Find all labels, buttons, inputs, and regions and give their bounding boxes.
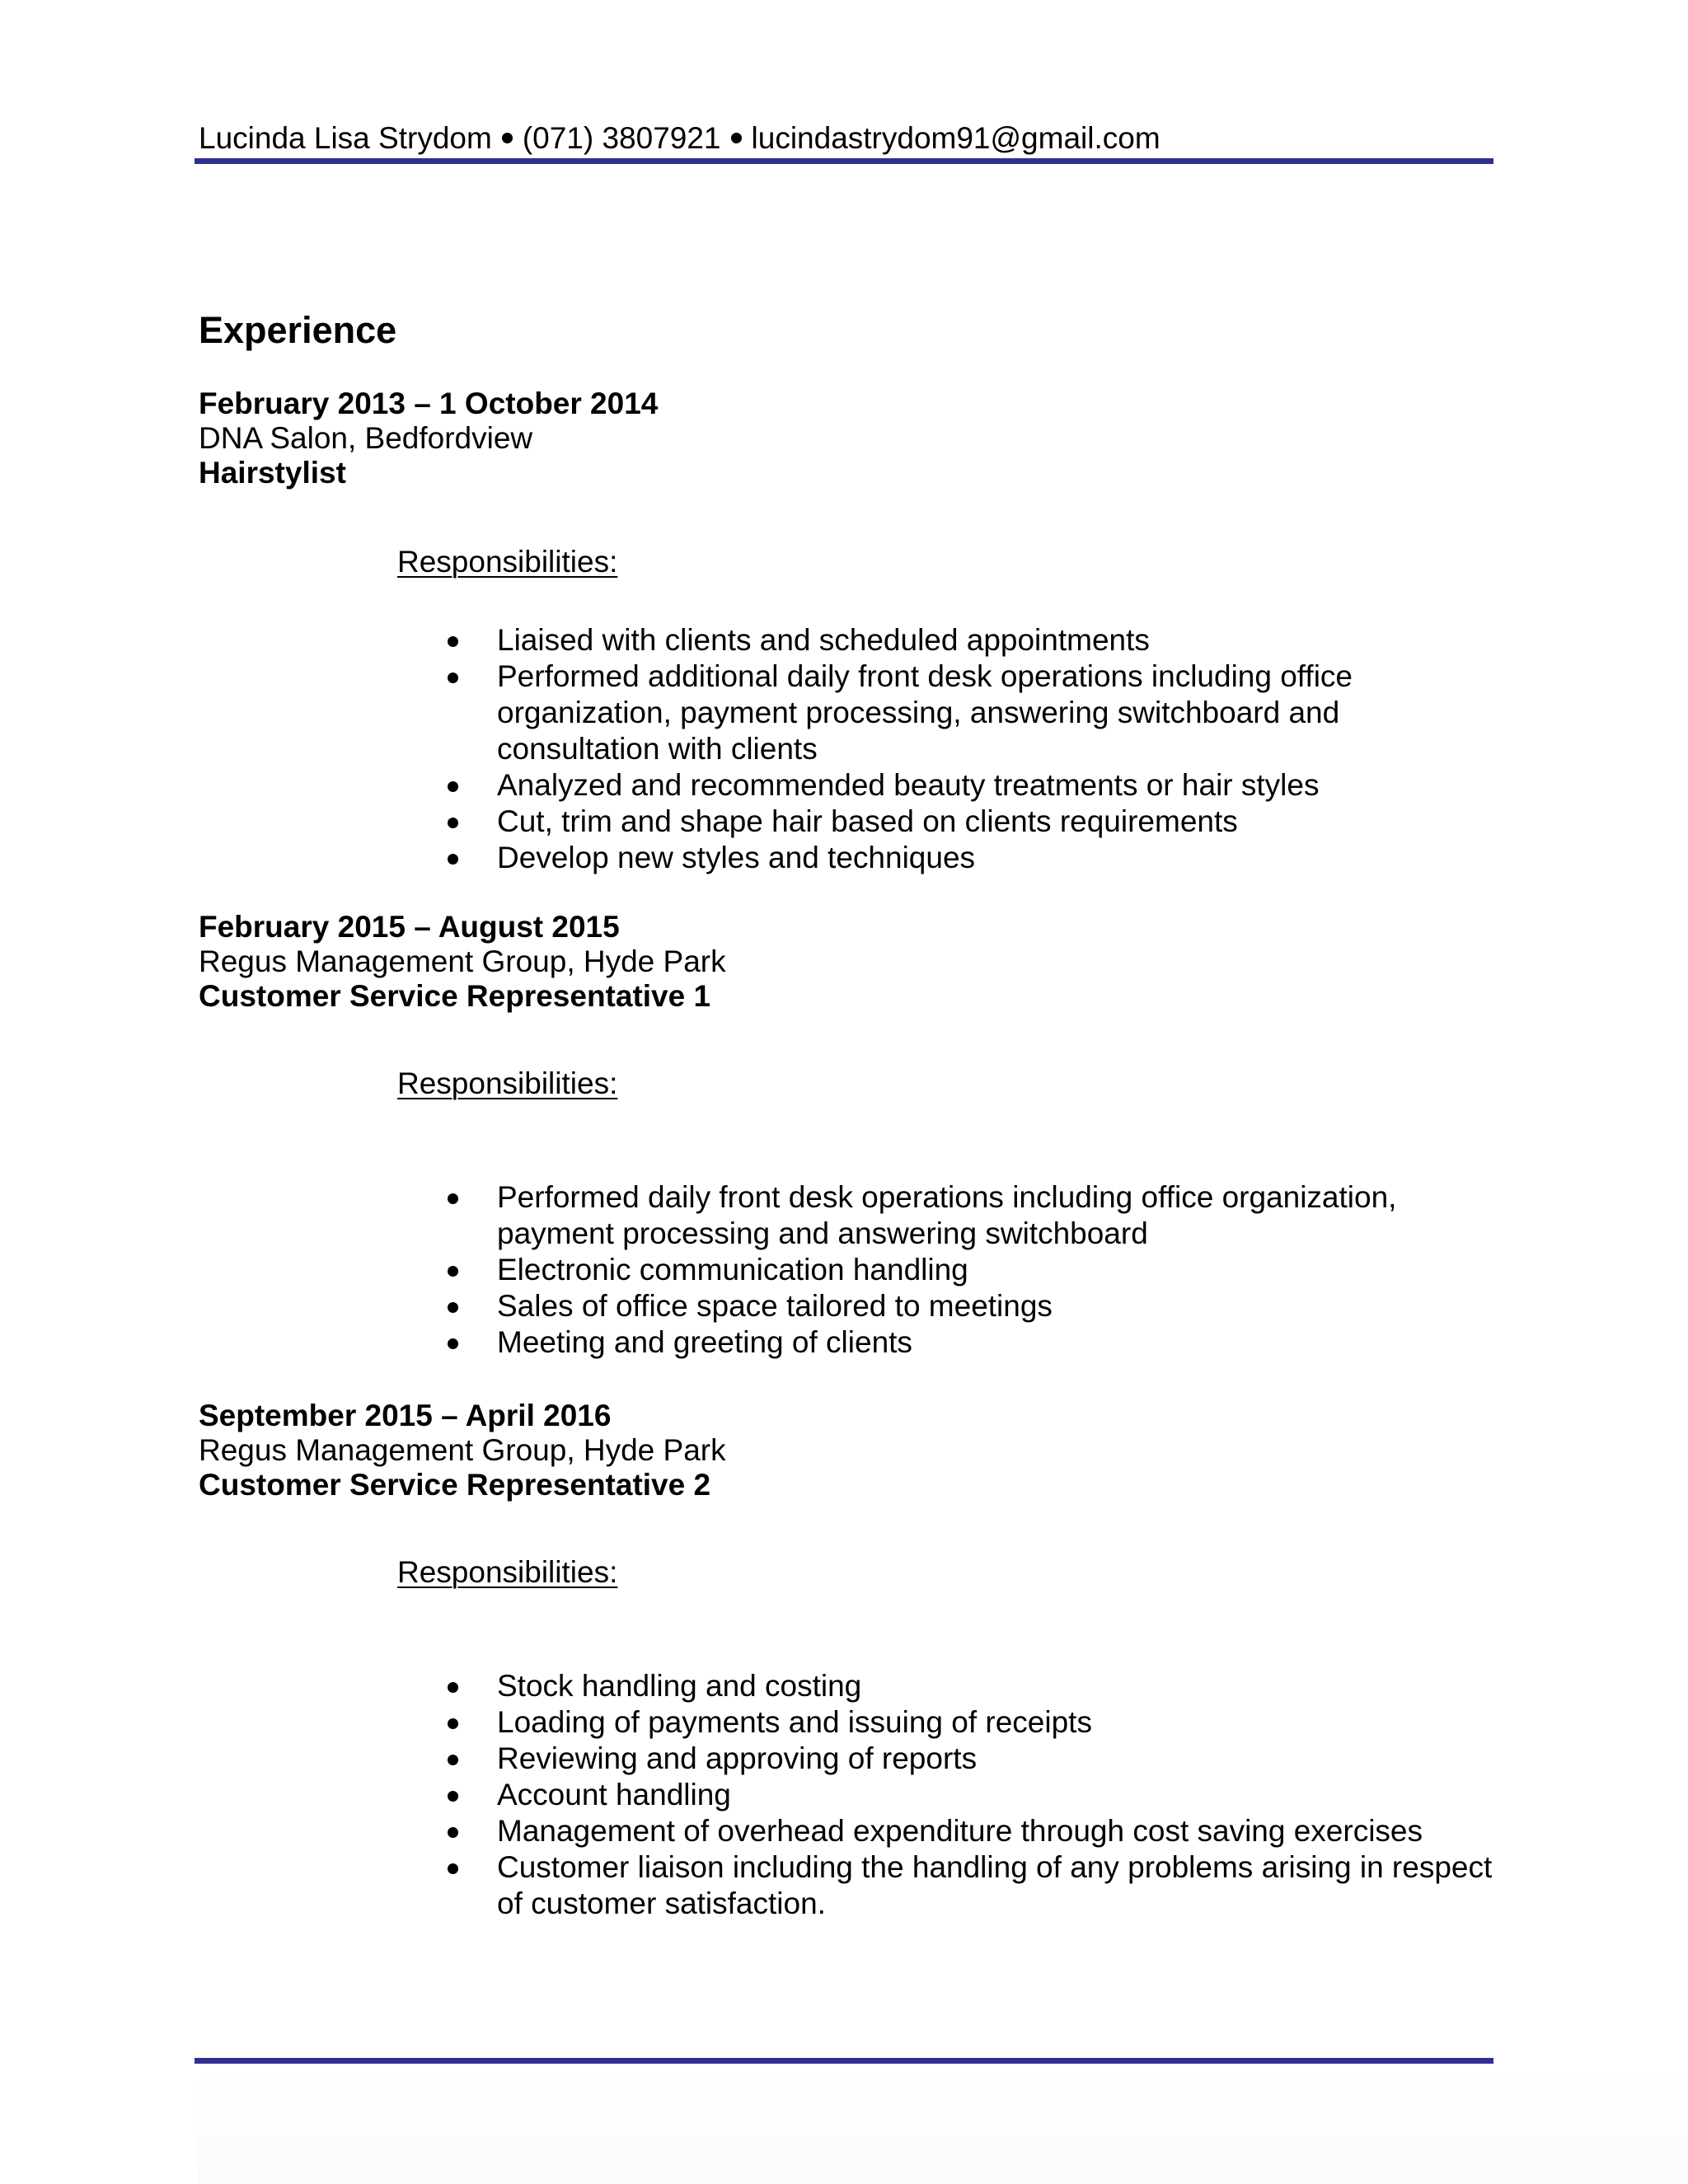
responsibilities-list [0,1668,1500,1922]
bullet-icon [448,1791,458,1802]
job-title: Customer Service Representative 1 [199,979,711,1013]
list-item: Meeting and greeting of clients [0,1324,1494,1361]
list-item: Loading of payments and issuing of receipts [0,1704,1494,1741]
bullet-icon [448,1193,458,1204]
bullet-icon [448,781,458,792]
section-title-experience: Experience [199,309,397,351]
job-dates: September 2015 – April 2016 [199,1399,612,1432]
responsibilities-list [0,1179,1500,1361]
list-item: Stock handling and costing [0,1668,1494,1704]
job-employer: Regus Management Group, Hyde Park [199,944,726,978]
footer-divider [195,2058,1493,2064]
bullet-icon [448,1755,458,1765]
job-title: Hairstylist [199,456,346,490]
bullet-icon [448,1266,458,1277]
responsibilities-label: Responsibilities: [397,545,618,579]
contact-header [199,119,1493,158]
bullet-icon [448,1863,458,1874]
responsibilities-label: Responsibilities: [397,1066,618,1100]
list-item: Management of overhead expenditure through cost saving exercises [0,1813,1494,1849]
job-entry [199,1399,1501,1502]
list-item: Analyzed and recommended beauty treatments or hair styles [0,767,1494,804]
bullet-icon [448,818,458,828]
responsibilities-list [0,622,1500,876]
phone-number: (071) 3807921 [522,121,721,155]
list-item: Sales of office space tailored to meetings [0,1288,1494,1324]
list-item: Develop new styles and techniques [0,840,1494,876]
job-dates: February 2015 – August 2015 [199,910,620,944]
candidate-name: Lucinda Lisa Strydom [199,121,492,155]
bullet-icon [448,1827,458,1838]
bullet-icon [448,673,458,683]
page-footer-area [198,2069,1688,2184]
list-item: Customer liaison including the handling of any problems arising in respect of customer satisfaction. [0,1849,1494,1922]
job-entry [199,910,1501,1014]
list-item: Liaised with clients and scheduled appointments [0,622,1494,658]
header-divider [195,158,1493,164]
bullet-separator-icon [731,133,742,143]
list-item: Account handling [0,1777,1494,1813]
bullet-icon [448,1682,458,1693]
list-item: Cut, trim and shape hair based on clients requirements [0,804,1494,840]
bullet-icon [448,636,458,647]
job-title: Customer Service Representative 2 [199,1468,711,1502]
list-item: Reviewing and approving of reports [0,1741,1494,1777]
bullet-icon [448,854,458,865]
list-item: Performed daily front desk operations including office organization, payment processing and answering switchboard [0,1179,1494,1252]
job-employer: Regus Management Group, Hyde Park [199,1433,726,1467]
bullet-icon [448,1302,458,1313]
job-dates: February 2013 – 1 October 2014 [199,387,659,420]
responsibilities-label: Responsibilities: [397,1555,618,1589]
job-entry [199,387,1501,490]
bullet-separator-icon [502,133,513,143]
bullet-icon [448,1718,458,1729]
bullet-icon [448,1338,458,1349]
email-address: lucindastrydom91@gmail.com [751,121,1160,155]
job-employer: DNA Salon, Bedfordview [199,421,533,455]
list-item: Electronic communication handling [0,1252,1494,1288]
list-item: Performed additional daily front desk operations including office organization, payment processing, answering switchboard and consultation with clients [0,658,1494,767]
